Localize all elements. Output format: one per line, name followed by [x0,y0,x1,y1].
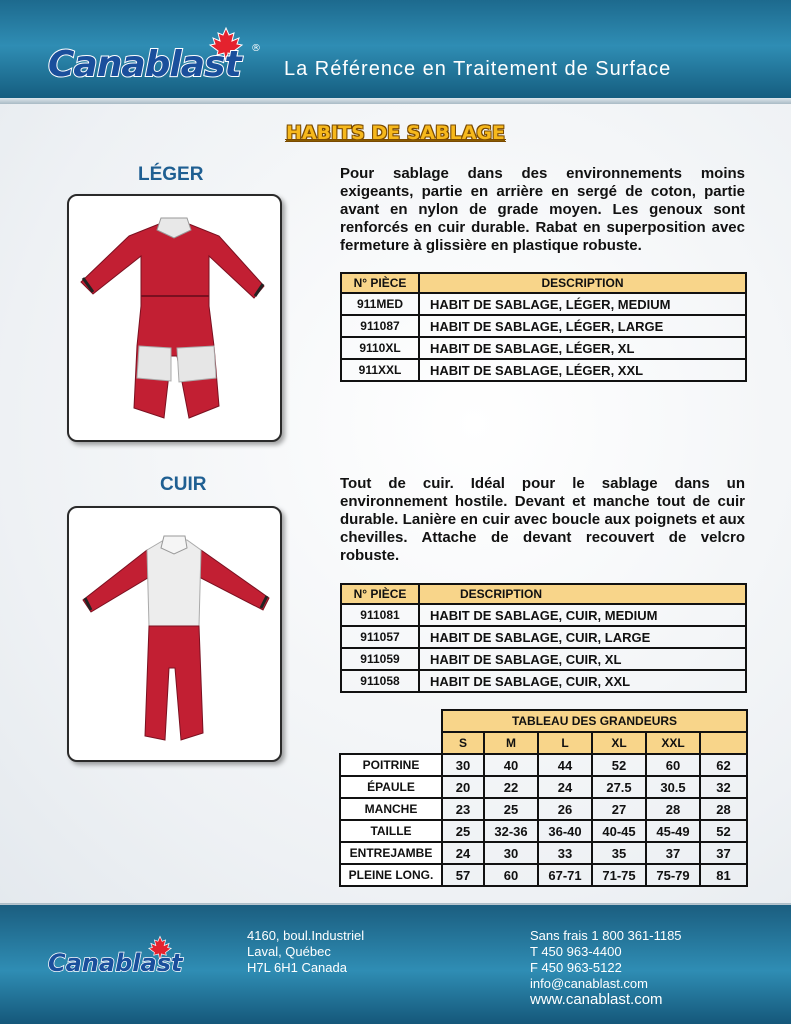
size-cell: 75-79 [646,864,700,886]
size-row-label: ENTREJAMBE [340,842,442,864]
size-cell: 36-40 [538,820,592,842]
part-description: HABIT DE SABLAGE, CUIR, XXL [419,670,746,692]
size-row-label: TAILLE [340,820,442,842]
size-col-s: S [442,732,484,754]
part-description: HABIT DE SABLAGE, CUIR, LARGE [419,626,746,648]
phone-number: T 450 963-4400 [530,944,622,959]
registered-mark: ® [251,43,261,54]
size-cell: 32 [700,776,747,798]
table-row [340,776,747,798]
table-row [340,820,747,842]
size-cell: 52 [700,820,747,842]
leger-description: Pour sablage dans des environnements moins exigeants, partie en arrière en sergé de coton, partie avant en nylon de grade moyen. Les genoux sont renforcés en cuir durable. Rabat en superposition avec fermeture à glissière en plastique robuste. [340,165,745,254]
website-link[interactable]: www.canablast.com [530,991,663,1008]
size-cell: 24 [442,842,484,864]
table-row [341,359,746,381]
table-row [340,864,747,886]
footer-logo-wordmark: Canablast [48,949,183,977]
col-description: DESCRIPTION [419,273,746,293]
part-code: 911058 [341,670,419,692]
size-cell: 23 [442,798,484,820]
header-tagline: La Référence en Traitement de Surface [284,58,672,80]
part-code: 911057 [341,626,419,648]
part-description: HABIT DE SABLAGE, LÉGER, MEDIUM [419,293,746,315]
part-description: HABIT DE SABLAGE, CUIR, MEDIUM [419,604,746,626]
size-cell: 81 [700,864,747,886]
address-line: 4160, boul.Industriel [247,928,365,943]
size-cell: 28 [700,798,747,820]
size-cell: 52 [592,754,646,776]
leger-suit-illustration [69,196,280,440]
size-col-xl: XL [592,732,646,754]
cuir-description: Tout de cuir. Idéal pour le sablage dans un environnement hostile. Devant et manche tout de cuir durable. Lanière en cuir avec boucle aux poignets et aux chevilles. Attache de devant recouvert de velcro robuste. [340,475,745,564]
size-cell: 71-75 [592,864,646,886]
part-code: 9110XL [341,337,419,359]
table-row [340,842,747,864]
col-description: DESCRIPTION [419,584,746,604]
email-link[interactable]: info@canablast.com [530,976,648,991]
size-row-label: ÉPAULE [340,776,442,798]
part-description: HABIT DE SABLAGE, LÉGER, LARGE [419,315,746,337]
size-cell: 30.5 [646,776,700,798]
fax-number: F 450 963-5122 [530,960,622,975]
table-row [341,670,746,692]
address-line: Laval, Québec [247,944,331,959]
table-row [340,754,747,776]
logo-wordmark: Canablast [48,44,241,84]
table-row [341,626,746,648]
size-chart-title: TABLEAU DES GRANDEURS [442,710,747,732]
size-cell: 33 [538,842,592,864]
table-row [341,337,746,359]
part-description: HABIT DE SABLAGE, CUIR, XL [419,648,746,670]
part-code: 911081 [341,604,419,626]
part-code: 911087 [341,315,419,337]
toll-free-phone: Sans frais 1 800 361-1185 [530,928,682,943]
part-code: 911XXL [341,359,419,381]
photo-cuir-suit [67,506,282,762]
size-cell: 22 [484,776,538,798]
footer-canablast-logo [46,935,186,977]
page-title: HABITS DE SABLAGE [285,122,506,144]
table-row [341,604,746,626]
size-cell: 62 [700,754,747,776]
table-row [341,315,746,337]
table-row [340,798,747,820]
address-line: H7L 6H1 Canada [247,960,347,975]
table-row [341,293,746,315]
size-cell: 25 [442,820,484,842]
part-description: HABIT DE SABLAGE, LÉGER, XL [419,337,746,359]
size-chart-table [339,709,748,887]
photo-leger-suit [67,194,282,442]
size-cell: 60 [484,864,538,886]
section-heading-cuir: CUIR [160,474,207,495]
footer-contact [530,928,682,1008]
size-cell: 57 [442,864,484,886]
size-row-label: MANCHE [340,798,442,820]
size-cell: 67-71 [538,864,592,886]
size-cell: 26 [538,798,592,820]
size-cell: 60 [646,754,700,776]
size-col-xxl: XXL [646,732,700,754]
size-cell: 28 [646,798,700,820]
cuir-parts-table [340,583,747,693]
size-cell: 27 [592,798,646,820]
canablast-logo [46,26,261,84]
size-cell: 24 [538,776,592,798]
size-cell: 37 [646,842,700,864]
table-row [341,648,746,670]
part-description: HABIT DE SABLAGE, LÉGER, XXL [419,359,746,381]
size-col-l: L [538,732,592,754]
size-cell: 44 [538,754,592,776]
col-part-number: N° PIÈCE [341,273,419,293]
size-cell: 45-49 [646,820,700,842]
col-part-number: N° PIÈCE [341,584,419,604]
size-cell: 40 [484,754,538,776]
size-row-label: PLEINE LONG. [340,864,442,886]
size-cell: 40-45 [592,820,646,842]
size-cell: 30 [442,754,484,776]
size-cell: 35 [592,842,646,864]
size-col-m: M [484,732,538,754]
section-heading-leger: LÉGER [138,164,204,185]
part-code: 911059 [341,648,419,670]
cuir-suit-illustration [69,508,280,760]
footer-address [247,928,364,976]
part-code: 911MED [341,293,419,315]
size-cell: 27.5 [592,776,646,798]
size-cell: 37 [700,842,747,864]
size-cell: 32-36 [484,820,538,842]
size-cell: 20 [442,776,484,798]
size-cell: 30 [484,842,538,864]
leger-parts-table [340,272,747,382]
size-row-label: POITRINE [340,754,442,776]
size-cell: 25 [484,798,538,820]
size-col-extra [700,732,747,754]
